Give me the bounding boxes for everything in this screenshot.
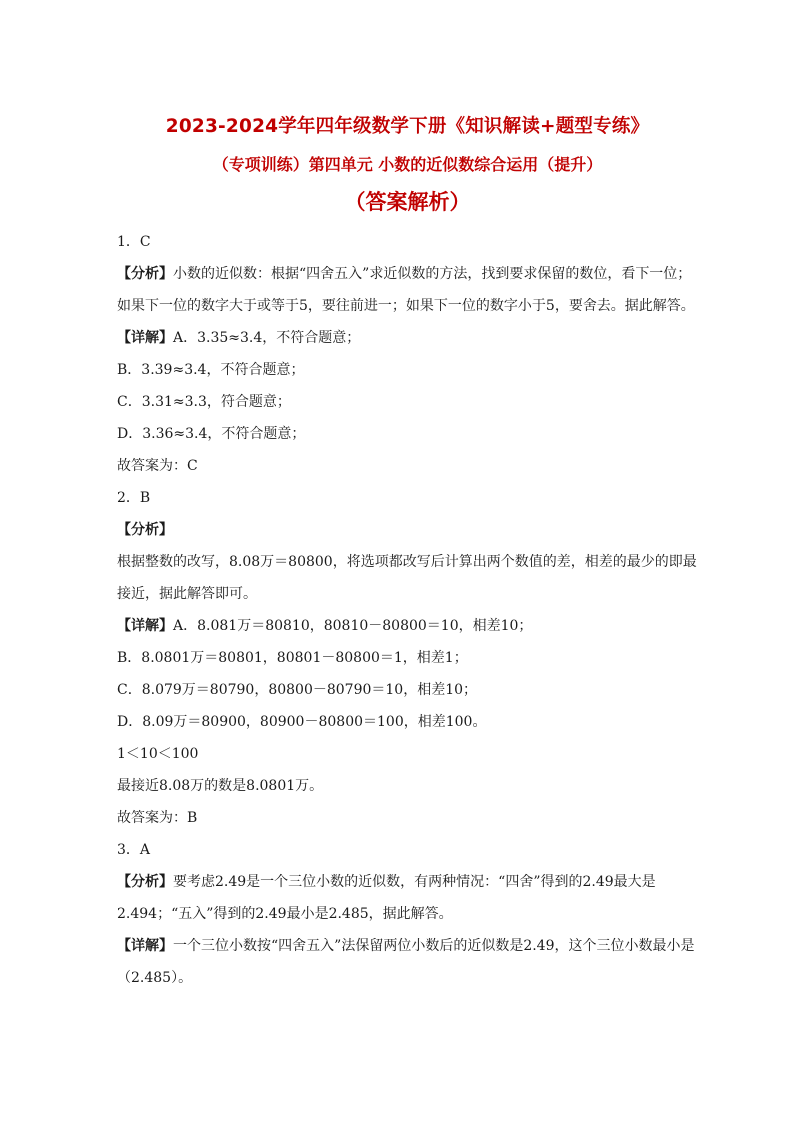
- q1-detail: [117, 322, 698, 354]
- q2-answer: 故答案为：B: [117, 810, 198, 826]
- q1-line: C．3.31≈3.3，符合题意；: [117, 394, 291, 410]
- q1-analysis-text: 小数的近似数：根据“四舍五入”求近似数的方法，找到要求保留的数位，看下一位；如果下一位的数字大于或等于5，要往前进一；如果下一位的数字小于5，要舍去。据此解答。: [117, 266, 695, 314]
- detail-label: 【详解】: [117, 618, 173, 634]
- q2-line: B．8.0801万＝80801，80801－80800＝1，相差1；: [117, 650, 468, 666]
- q2-line: 1＜10＜100: [117, 746, 199, 762]
- q2-number: 2．B: [117, 490, 151, 506]
- q1-line: B．3.39≈3.4，不符合题意；: [117, 362, 305, 378]
- detail-label: 【详解】: [117, 330, 173, 346]
- q3-detail-text: 一个三位小数按“四舍五入”法保留两位小数后的近似数是2.49，这个三位小数最小是（2.485）。: [117, 938, 695, 986]
- analysis-label: 【分析】: [117, 874, 173, 890]
- q1-line: D．3.36≈3.4，不符合题意；: [117, 426, 306, 442]
- q2-analysis-text: 根据整数的改写，8.08万＝80800，将选项都改写后计算出两个数值的差，相差的最少的即最接近，据此解答即可。: [117, 554, 697, 602]
- q1-analysis: [117, 258, 698, 322]
- analysis-label: 【分析】: [117, 522, 173, 538]
- q3-detail: [117, 930, 698, 994]
- q3-analysis-text: 要考虑2.49是一个三位小数的近似数，有两种情况：“四舍”得到的2.49最大是2.494；“五入”得到的2.49最小是2.485，据此解答。: [117, 874, 656, 922]
- q2-line: D．8.09万＝80900，80900－80800＝100，相差100。: [117, 714, 487, 730]
- q2-line: C．8.079万＝80790，80800－80790＝10，相差10；: [117, 682, 478, 698]
- q2-analysis-label: [117, 514, 698, 546]
- answer-heading: （答案解析）: [344, 190, 471, 214]
- q1-number: 1．C: [117, 234, 151, 250]
- analysis-label: 【分析】: [117, 266, 173, 282]
- answer-content: [117, 226, 698, 994]
- q1-answer: 故答案为：C: [117, 458, 198, 474]
- q3-number: 3．A: [117, 842, 151, 858]
- detail-label: 【详解】: [117, 938, 173, 954]
- document-subtitle: （专项训练）第四单元 小数的近似数综合运用（提升）: [212, 155, 603, 174]
- q2-detail: [117, 610, 698, 642]
- q1-detail-text: A．3.35≈3.4，不符合题意；: [173, 330, 361, 346]
- q2-detail-text: A．8.081万＝80810，80810－80800＝10，相差10；: [173, 618, 533, 634]
- q3-analysis: [117, 866, 698, 930]
- document-title: 2023-2024学年四年级数学下册《知识解读+题型专练》: [165, 116, 650, 137]
- q2-line: 最接近8.08万的数是8.0801万。: [117, 778, 324, 794]
